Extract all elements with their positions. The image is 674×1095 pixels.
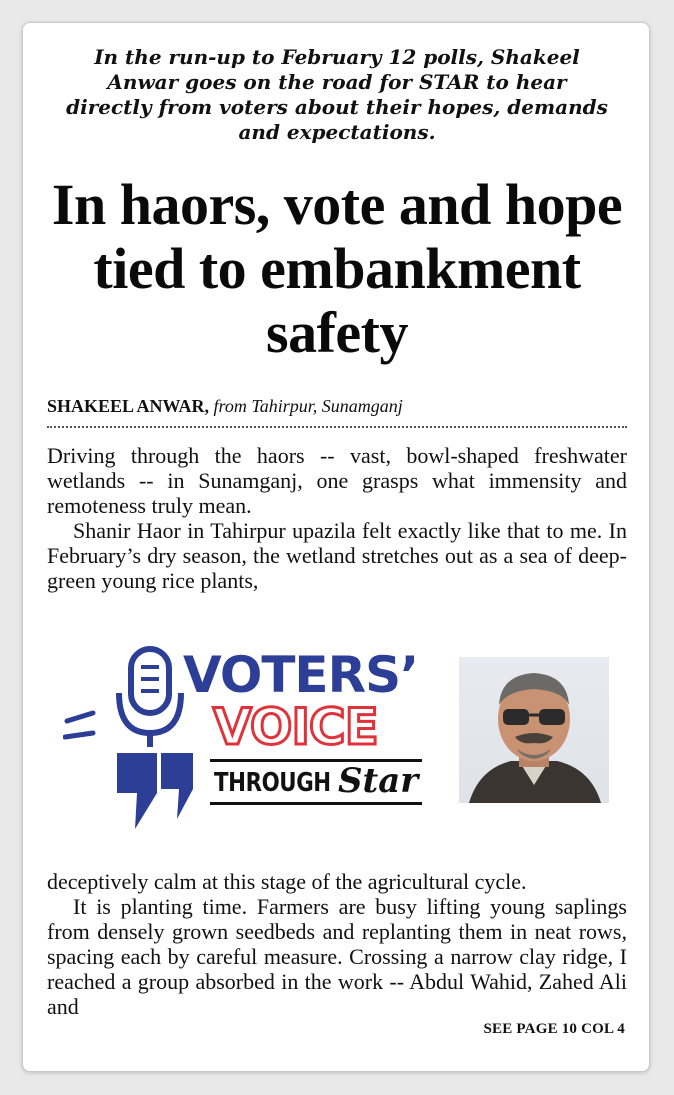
paragraph: It is planting time. Farmers are busy lifting young saplings from densely grown seedbeds and replanting them in neat rows, spacing each by careful measure. Crossing a narrow clay ridge, I reached a group absorbed in the work -- Abdul Wahid, Zahed Ali and (47, 894, 627, 1019)
byline-author: SHAKEEL ANWAR, (47, 396, 210, 416)
paragraph: deceptively calm at this stage of the agricultural cycle. (47, 869, 527, 894)
intro-blurb: In the run-up to February 12 polls, Shakeel Anwar goes on the road for STAR to hear directly from voters about their hopes, demands and expectations. (66, 45, 608, 144)
logo-star-wordmark: Star (338, 761, 419, 801)
paragraph: Driving through the haors -- vast, bowl-shaped freshwater wetlands -- in Sunamganj, one grasps what immensity and remoteness truly mean. (47, 443, 627, 518)
news-clipping (22, 22, 650, 1072)
logo-through-band (210, 759, 422, 805)
logo-line-voice: VOICE (213, 698, 378, 756)
byline (47, 395, 627, 417)
byline-place: from Tahirpur, Sunamganj (213, 396, 403, 416)
paragraph: Shanir Haor in Tahirpur upazila felt exactly like that to me. In February’s dry season, the wetland stretches out as a sea of deep-green young rice plants, (47, 518, 627, 593)
article-body-top (47, 443, 627, 593)
logo-line-through: THROUGH (214, 768, 331, 798)
microphone-quote-icon (63, 643, 193, 833)
article-body-bottom (47, 869, 627, 1019)
author-portrait-icon (459, 657, 609, 803)
author-photo (459, 657, 609, 803)
continuation-note: SEE PAGE 10 COL 4 (483, 1021, 625, 1037)
voters-voice-logo (63, 643, 433, 833)
logo-line-voters: VOTERS’ (183, 646, 419, 704)
dotted-divider (47, 426, 627, 428)
headline: In haors, vote and hope tied to embankment safety (51, 172, 623, 365)
